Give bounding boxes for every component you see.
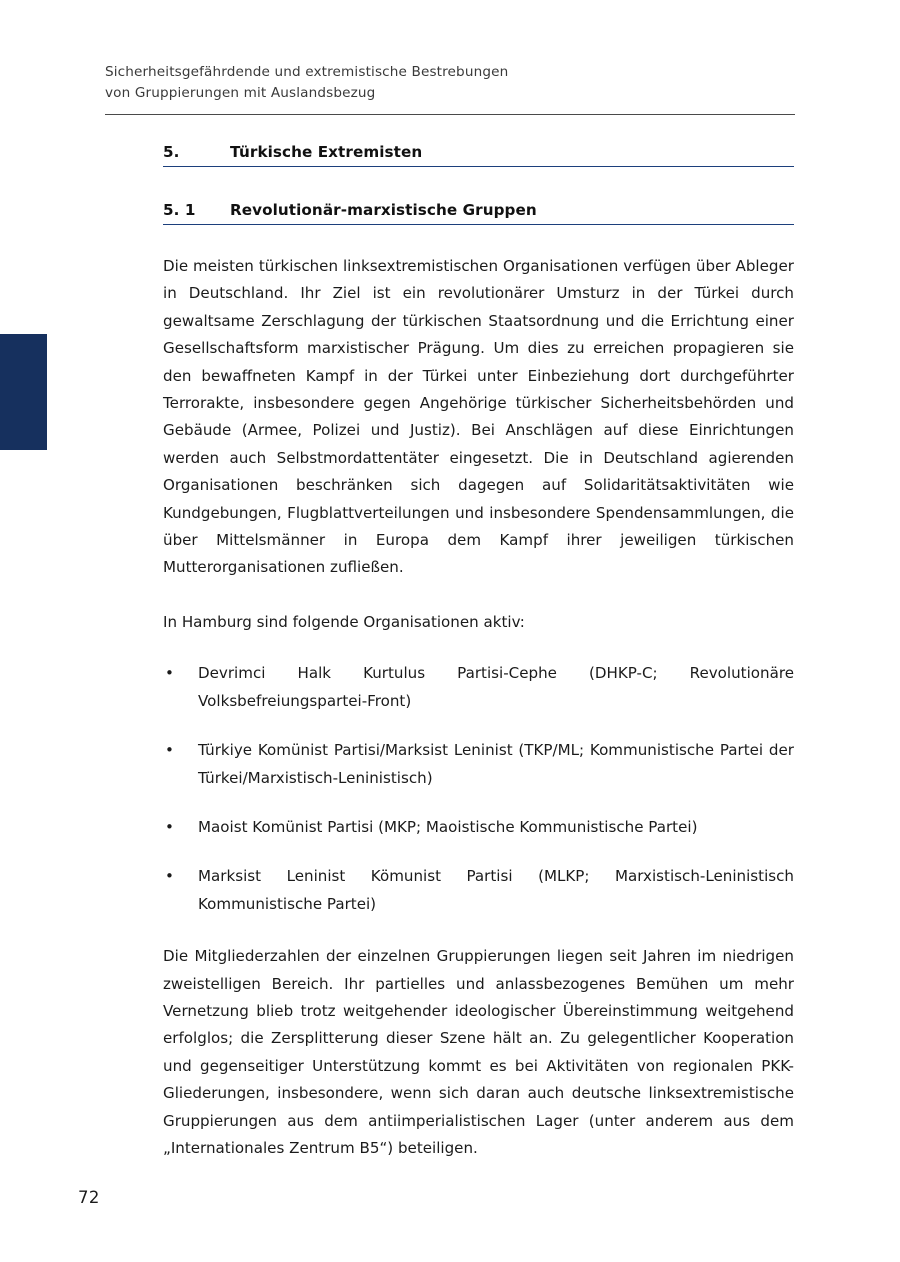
organisation-list xyxy=(163,660,794,918)
bullet-icon: • xyxy=(165,867,174,886)
bullet-icon: • xyxy=(165,817,174,836)
subsection-heading xyxy=(163,201,794,225)
subsection-number: 5. 1 xyxy=(163,201,196,219)
list-item-label: Türkiye Komünist Partisi/Marksist Leninist (TKP/ML; Kommunistische Partei der Türkei/Marxistisch-Leninistisch) xyxy=(198,741,794,787)
section-heading xyxy=(163,143,794,167)
header-divider-rule xyxy=(105,114,795,115)
page-content xyxy=(163,143,794,1162)
running-header-line-1: Sicherheitsgefährdende und extremistische Bestrebungen xyxy=(105,64,509,80)
chapter-thumb-index-tab xyxy=(0,334,47,450)
list-item-label: Marksist Leninist Kömunist Partisi (MLKP; Marxistisch-Leninistisch Kommunistische Partei) xyxy=(198,867,794,913)
list-item-label: Devrimci Halk Kurtulus Partisi-Cephe (DHKP-C; Revolutionäre Volksbefreiungspartei-Front) xyxy=(198,664,794,710)
running-header-line-2: von Gruppierungen mit Auslandsbezug xyxy=(105,84,376,101)
list-item xyxy=(163,863,794,918)
intro-paragraph: Die meisten türkischen linksextremistischen Organisationen verfügen über Ableger in Deutschland. Ihr Ziel ist ein revolutionärer Umsturz in der Türkei durch gewaltsame Zerschlagung der türkischen Staatsordnung und die Errichtung einer Gesellschaftsform marxistischer Prägung. Um dies zu erreichen propagieren sie den bewaffneten Kampf in der Türkei unter Einbeziehung dort durchgeführter Terrorakte, insbesondere gegen Angehörige türkischer Sicherheitsbehörden und Gebäude (Armee, Polizei und Justiz). Bei Anschlägen auf diese Einrichtungen werden auch Selbstmordattentäter eingesetzt. Die in Deutschland agierenden Organisationen beschränken sich dagegen auf Solidaritätsaktivitäten wie Kundgebungen, Flugblattverteilungen und insbesondere Spendensammlungen, die über Mittelsmänner in Europa dem Kampf ihrer jeweiligen türkischen Mutterorganisationen zufließen. xyxy=(163,257,794,577)
running-header xyxy=(105,62,795,103)
list-item-label: Maoist Komünist Partisi (MKP; Maoistische Kommunistische Partei) xyxy=(198,817,698,836)
bullet-icon: • xyxy=(165,741,174,760)
section-number: 5. xyxy=(163,143,180,161)
page-number: 72 xyxy=(78,1188,100,1207)
subsection-title: Revolutionär-marxistische Gruppen xyxy=(230,201,537,219)
section-title: Türkische Extremisten xyxy=(230,143,423,161)
list-lead-in-paragraph: In Hamburg sind folgende Organisationen aktiv: xyxy=(163,612,525,631)
closing-paragraph: Die Mitgliederzahlen der einzelnen Gruppierungen liegen seit Jahren im niedrigen zweistelligen Bereich. Ihr partielles und anlassbezogenes Bemühen um mehr Vernetzung blieb trotz weitgehender ideologischer Übereinstimmung weitgehend erfolglos; die Zersplitterung dieser Szene hält an. Zu gelegentlicher Kooperation und gegenseitiger Unterstützung kommt es bei Aktivitäten von regionalen PKK-Gliederungen, insbesondere, wenn sich daran auch deutsche linksextremistische Gruppierungen aus dem antiimperialistischen Lager (unter anderem aus dem „Internationales Zentrum B5“) beteiligen. xyxy=(163,947,794,1157)
list-item xyxy=(163,660,794,715)
list-item xyxy=(163,737,794,792)
list-item xyxy=(163,814,794,841)
bullet-icon: • xyxy=(165,664,174,683)
